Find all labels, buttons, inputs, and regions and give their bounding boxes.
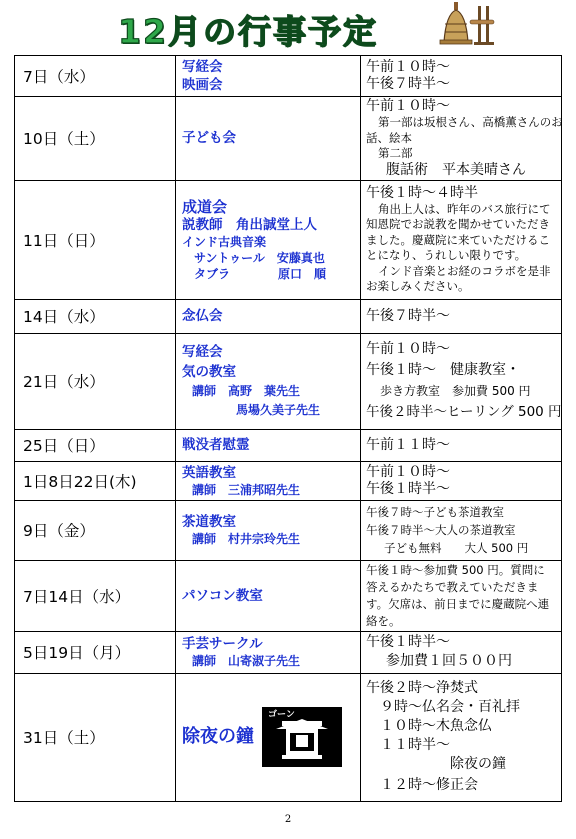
- event-name: 映画会: [182, 77, 223, 93]
- time-text: 除夜の鐘: [450, 755, 506, 772]
- time-text: 午前１１時～: [366, 436, 450, 453]
- event-name: 念仏会: [182, 308, 223, 324]
- time-text: １１時半～: [380, 736, 450, 753]
- time-text: 角出上人は、昨年のバス旅行にて知恩院でお説教を聞かせていただきました。慶蔵院に来ていただけることになり、うれしい限りです。: [366, 201, 551, 262]
- time-text: 午後１時半～: [366, 480, 450, 497]
- time-text: 参加費１回５００円: [386, 653, 512, 669]
- event-detail: 講師 山寄淑子先生: [192, 654, 301, 668]
- time-text: 午後１時～ 健康教室・: [366, 362, 520, 378]
- event-name: 除夜の鐘: [182, 726, 254, 747]
- time-text: 午後１時～４時半: [366, 184, 478, 201]
- time-text: 第一部は坂根さん、高橋薫さんのお: [378, 115, 563, 129]
- event-name: 茶道教室: [182, 514, 236, 530]
- bell-sign: ゴーン: [268, 710, 295, 720]
- time-text: 午後２時半～ヒーリング 500 円: [366, 404, 562, 420]
- event-detail: サントゥール 安藤真也: [194, 250, 325, 265]
- time-text: 午後７時半～: [366, 307, 450, 324]
- event-cell: [176, 631, 361, 673]
- table-row: [15, 97, 562, 181]
- event-cell: [176, 673, 361, 801]
- time-text: 午後１時～参加費 500 円。質問に答えるかたちで教えていただきます。欠席は、前日までに慶蔵院へ連絡を。: [366, 562, 550, 628]
- time-cell: [361, 97, 562, 181]
- event-name: 英語教室: [182, 464, 236, 481]
- time-text: 第二部: [378, 146, 413, 160]
- date-cell: 14日（水）: [15, 299, 176, 333]
- time-text: 午前１０時～: [366, 59, 450, 75]
- table-row: [15, 631, 562, 673]
- event-name: 成道会: [182, 197, 228, 216]
- table-row: [15, 299, 562, 333]
- event-detail: タブラ 原口 順: [194, 266, 327, 281]
- table-row: [15, 180, 562, 299]
- time-text: 午後７時半～大人の茶道教室: [366, 523, 516, 537]
- table-row: [15, 461, 562, 500]
- temple-bell-house-icon: [262, 707, 342, 767]
- event-cell: [176, 333, 361, 429]
- event-cell: [176, 56, 361, 97]
- table-row: [15, 333, 562, 429]
- date-cell: 9日（金）: [15, 500, 176, 560]
- temple-bell-icon: [430, 2, 500, 48]
- table-row: [15, 429, 562, 461]
- time-cell: [361, 673, 562, 801]
- event-cell: [176, 461, 361, 500]
- time-cell: [361, 180, 562, 299]
- event-name: 戦没者慰霊: [182, 437, 250, 453]
- time-text: 午前１０時～: [366, 463, 450, 480]
- time-text: 午後７時～子ども茶道教室: [366, 505, 504, 519]
- event-cell: [176, 429, 361, 461]
- date-cell: 10日（土）: [15, 97, 176, 181]
- time-text: １０時～木魚念仏: [380, 717, 492, 734]
- date-cell: 5日19日（月）: [15, 631, 176, 673]
- event-cell: [176, 97, 361, 181]
- time-text: 午後２時～浄焚式: [366, 679, 478, 696]
- date-cell: 11日（日）: [15, 180, 176, 299]
- date-cell: 1日8日22日(木): [15, 461, 176, 500]
- joya-bell-block: [182, 707, 354, 767]
- event-name: 手芸サークル: [182, 636, 263, 652]
- event-detail: 講師 村井宗玲先生: [192, 532, 301, 546]
- date-cell: 21日（水）: [15, 333, 176, 429]
- event-detail: 講師 高野 葉先生: [192, 384, 301, 398]
- time-text: 午後１時半～: [366, 634, 450, 650]
- event-detail: 説教師 角出誠堂上人: [182, 216, 317, 233]
- header: [0, 0, 576, 52]
- event-detail: インド古典音楽: [182, 234, 267, 249]
- date-cell: 31日（土）: [15, 673, 176, 801]
- time-text: 午後７時半～: [366, 76, 450, 92]
- event-name: 子ども会: [182, 130, 236, 147]
- time-cell: [361, 631, 562, 673]
- time-text: ９時～仏名会・百礼拝: [380, 698, 520, 715]
- table-row: [15, 500, 562, 560]
- event-detail: 講師 三浦邦昭先生: [192, 482, 301, 497]
- time-text: １２時～修正会: [380, 776, 478, 793]
- event-name: パソコン教室: [182, 587, 263, 604]
- date-cell: 25日（日）: [15, 429, 176, 461]
- time-text: 腹話術 平本美晴さん: [386, 161, 526, 178]
- event-name: 写経会: [182, 59, 223, 75]
- date-cell: 7日14日（水）: [15, 560, 176, 631]
- time-text: 午前１０時～: [366, 341, 450, 357]
- time-cell: [361, 461, 562, 500]
- event-cell: [176, 560, 361, 631]
- table-row: [15, 560, 562, 631]
- event-detail: 馬場久美子先生: [236, 403, 321, 417]
- time-cell: [361, 56, 562, 97]
- page-title: 12月の行事予定: [118, 12, 378, 51]
- page-number: 2: [284, 814, 292, 825]
- table-row: [15, 56, 562, 97]
- event-name: 写経会: [182, 344, 223, 360]
- time-text: インド音楽とお経のコラボを是非お楽しみください。: [366, 263, 551, 293]
- time-cell: [361, 299, 562, 333]
- time-text: 子ども無料 大人 500 円: [384, 541, 529, 555]
- event-cell: [176, 180, 361, 299]
- time-text: 午前１０時～: [366, 98, 450, 114]
- date-cell: 7日（水）: [15, 56, 176, 97]
- time-cell: [361, 560, 562, 631]
- time-cell: [361, 500, 562, 560]
- event-cell: [176, 299, 361, 333]
- event-name: 気の教室: [182, 364, 236, 380]
- table-row: [15, 673, 562, 801]
- time-text: 歩き方教室 参加費 500 円: [380, 384, 531, 398]
- time-cell: [361, 333, 562, 429]
- time-text: 話、絵本: [366, 130, 412, 145]
- schedule-table: [14, 55, 562, 802]
- event-cell: [176, 500, 361, 560]
- time-cell: [361, 429, 562, 461]
